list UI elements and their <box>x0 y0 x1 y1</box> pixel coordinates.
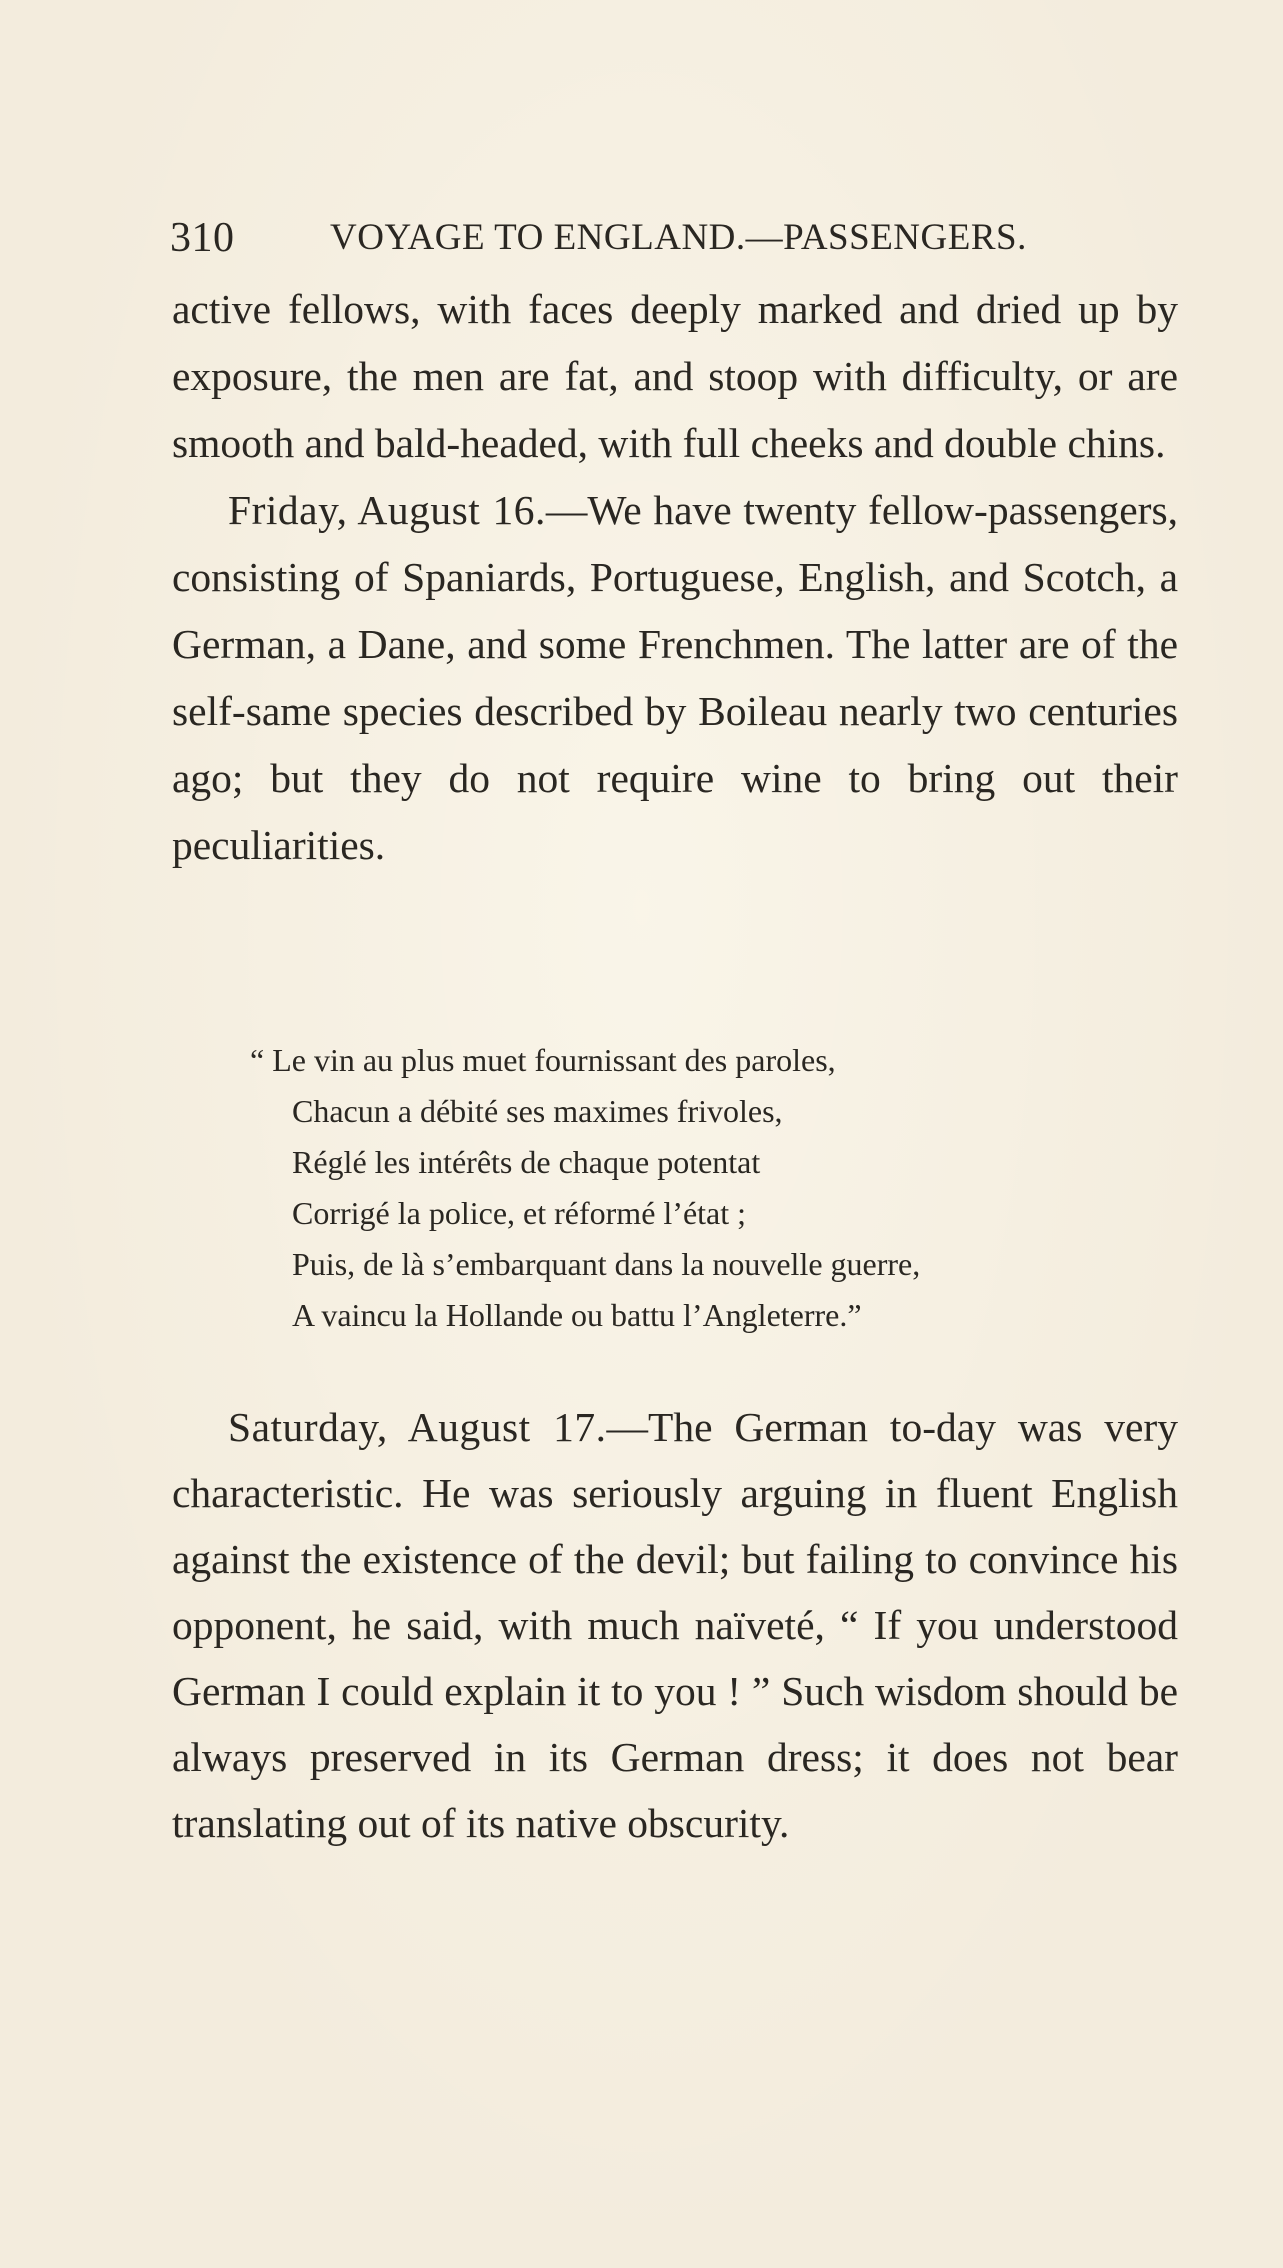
date-heading-saturday: Saturday, August 17. <box>228 1404 607 1450</box>
page-number: 310 <box>170 215 235 261</box>
verse-quotation <box>250 1035 1150 1341</box>
paragraph-continuation: active fellows, with faces deeply marked and dried up by exposure, the men are fat, and stoop with difficulty, or are smooth and bald-headed, with full cheeks and double chins. <box>172 286 1178 466</box>
paragraph-friday <box>172 477 1178 879</box>
verse-line: “ Le vin au plus muet fournissant des paroles, <box>250 1042 836 1078</box>
verse-line: Réglé les intérêts de chaque potentat <box>292 1144 761 1180</box>
body-text-lower <box>172 1394 1178 1856</box>
running-head <box>170 210 1180 266</box>
verse-line: Corrigé la police, et réformé l’état ; <box>292 1195 747 1231</box>
running-title: VOYAGE TO ENGLAND.—PASSENGERS. <box>330 217 1027 258</box>
date-heading-friday: Friday, August 16. <box>228 487 546 533</box>
verse-line: Chacun a débité ses maximes frivoles, <box>292 1093 783 1129</box>
verse-line: Puis, de là s’embarquant dans la nouvelle guerre, <box>292 1246 921 1282</box>
body-text-upper <box>172 276 1178 879</box>
verse-line: A vaincu la Hollande ou battu l’Angleterre.” <box>292 1297 862 1333</box>
paragraph-saturday <box>172 1394 1178 1856</box>
paragraph-saturday-text: —The German to-day was very characteristic. He was seriously arguing in fluent English against the existence of the devil; but failing to convince his opponent, he said, with much naïveté, “ If you understood German I could explain it to you ! ” Such wisdom should be always preserved in its German dress; it does not bear translating out of its native obscurity. <box>172 1404 1178 1846</box>
paragraph-friday-text: —We have twenty fellow-passengers, consisting of Spaniards, Portuguese, English, and Scotch, a German, a Dane, and some Frenchmen. The latter are of the self-same species described by Boileau nearly two centuries ago; but they do not require wine to bring out their peculiarities. <box>172 487 1178 868</box>
